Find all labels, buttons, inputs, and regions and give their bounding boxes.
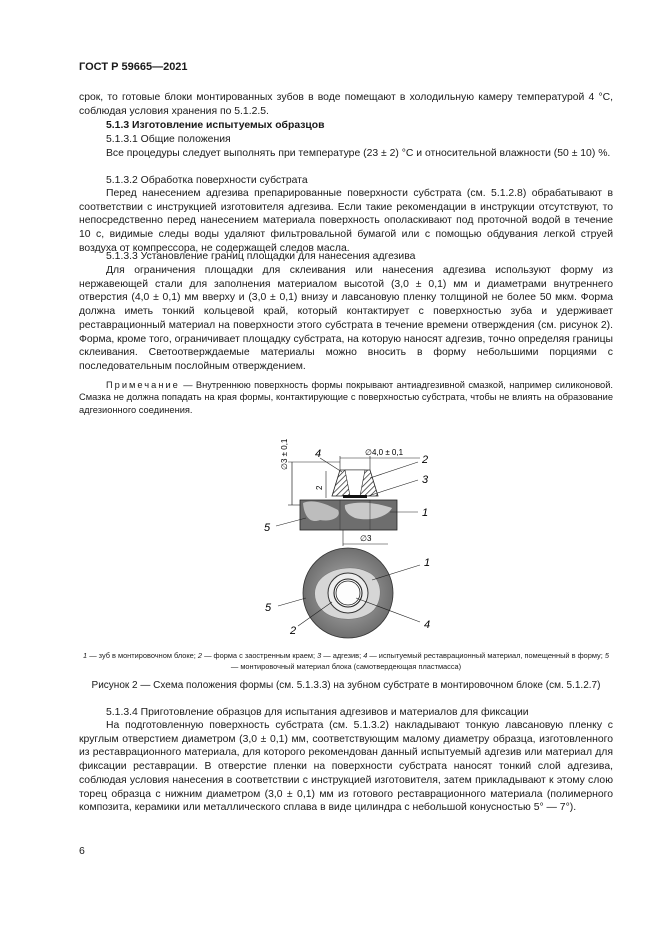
- heading-5-1-3-2: 5.1.3.2 Обработка поверхности субстрата: [106, 175, 308, 186]
- figure-legend: 1 — зуб в монтировочном блоке; 2 — форма с заостренным краем; 3 — адгезив; 4 — испытуемый реставрационный материал, помещенный в форму; 5 — монтировочный материал блока (самотвердеющая пластмасса): [83, 651, 609, 671]
- paragraph-5-1-3-4: На подготовленную поверхность субстрата (см. 5.1.3.2) накладывают тонкую лавсановую пленку с круглым отверстием диаметром (3,0 ± 0,1) мм, соответствующим малому диаметру образца, изготовленного из реставрационного материала, для которого рекомендован данный испытуемый адгезив или материал для фиксации реставрации. В отверстие пленки на поверхности субстрата наносят тонкий слой адгезива, соблюдая условия нанесения в соответствии с инструкцией изготовителя, затем прикладывают к этому слою торец образца с нижним диаметром (3,0 ± 0,1) мм из готового реставрационного материала (полимерного композита, керамики или металлического сплава в виде цилиндра с небольшой конусностью 5° — 7°).: [79, 720, 613, 814]
- dim-height-label: 2: [315, 485, 324, 490]
- heading-5-1-3-3: 5.1.3.3 Установление границ площадки для нанесения адгезива: [106, 251, 416, 262]
- label-4-top: 4: [315, 448, 322, 460]
- label-5-top: 5: [264, 522, 271, 534]
- standard-header: ГОСТ Р 59665—2021: [79, 61, 188, 73]
- note-text: — Внутреннюю поверхность формы покрывают антиадгезивной смазкой, например силиконовой. Смазка не должна попадать на края формы, контактирующие с поверхностью субстрата, чтобы не влиять на образование адгезионного соединения.: [79, 380, 613, 415]
- dim-bottom-label: ∅3: [360, 534, 372, 543]
- dim-top-label: ∅4,0 ± 0,1: [365, 448, 404, 457]
- dimension-total-height: [280, 438, 289, 470]
- paragraph-5-1-3-2: Перед нанесением адгезива препарированные поверхности субстрата (см. 5.1.2.8) обрабатывают в соответствии с инструкцией изготовителя адгезива. Если такие рекомендации в инструкции отсутствуют, то непосредственно перед нанесением материала поверхность ополаскивают под проточной водой в течение 10 с, видимые следы воды удаляют фильтровальной бумагой или с помощью обдувания легкой струей воздуха от компрессора, не содержащей следов масла.: [79, 188, 613, 254]
- figure-2: [240, 430, 460, 640]
- page-number: 6: [79, 845, 85, 857]
- label-3-top: 3: [422, 474, 429, 486]
- paragraph-5-1-3-3: Для ограничения площадки для склеивания или нанесения адгезива используют форму из нержавеющей стали для заполнения материалом высотой (3,0 ± 0,1) мм и диаметрами внутреннего отверстия (4,0 ± 0,1) мм вверху и (3,0 ± 0,1) внизу и лавсановую пленку толщиной не более 50 мкм. Форма должна иметь тонкий кольцевой край, который контактирует с поверхностью зуба и удерживает реставрационный материал на поверхности этого субстрата в течение времени отверждения (см. рисунок 2). Форма, кроме того, ограничивает площадку субстрата, на которую наносят адгезив, точно определяя границы склеивания. Светоотверждаемые материалы можно вносить в форму небольшими порциями с последовательным послойным отверждением.: [79, 265, 613, 372]
- dim-total-label: ∅3 ± 0,1: [280, 438, 289, 470]
- label-1-top: 1: [422, 507, 429, 519]
- label-2-bottom: 2: [290, 625, 297, 637]
- adhesive-layer: [343, 495, 367, 498]
- note-label: Примечание: [106, 380, 180, 390]
- label-2-top: 2: [422, 454, 429, 466]
- label-4-bottom: 4: [424, 619, 431, 631]
- heading-5-1-3-4: 5.1.3.4 Приготовление образцов для испытания адгезивов и материалов для фиксации: [106, 707, 529, 718]
- paragraph-storage: срок, то готовые блоки монтированных зубов в воде помещают в холодильную камеру температурой 4 °С, соблюдая условия хранения по 5.1.2.5.: [79, 92, 613, 117]
- paragraph-5-1-3-1: Все процедуры следует выполнять при температуре (23 ± 2) °С и относительной влажности (50 ± 10) %.: [106, 148, 611, 159]
- note: [79, 379, 613, 416]
- figure-caption: Рисунок 2 — Схема положения формы (см. 5.1.3.3) на зубном субстрате в монтировочном блоке (см. 5.1.2.7): [91, 680, 601, 691]
- label-1-bottom: 1: [424, 557, 431, 569]
- heading-5-1-3: 5.1.3 Изготовление испытуемых образцов: [106, 120, 325, 131]
- heading-5-1-3-1: 5.1.3.1 Общие положения: [106, 134, 231, 145]
- label-5-bottom: 5: [265, 602, 272, 614]
